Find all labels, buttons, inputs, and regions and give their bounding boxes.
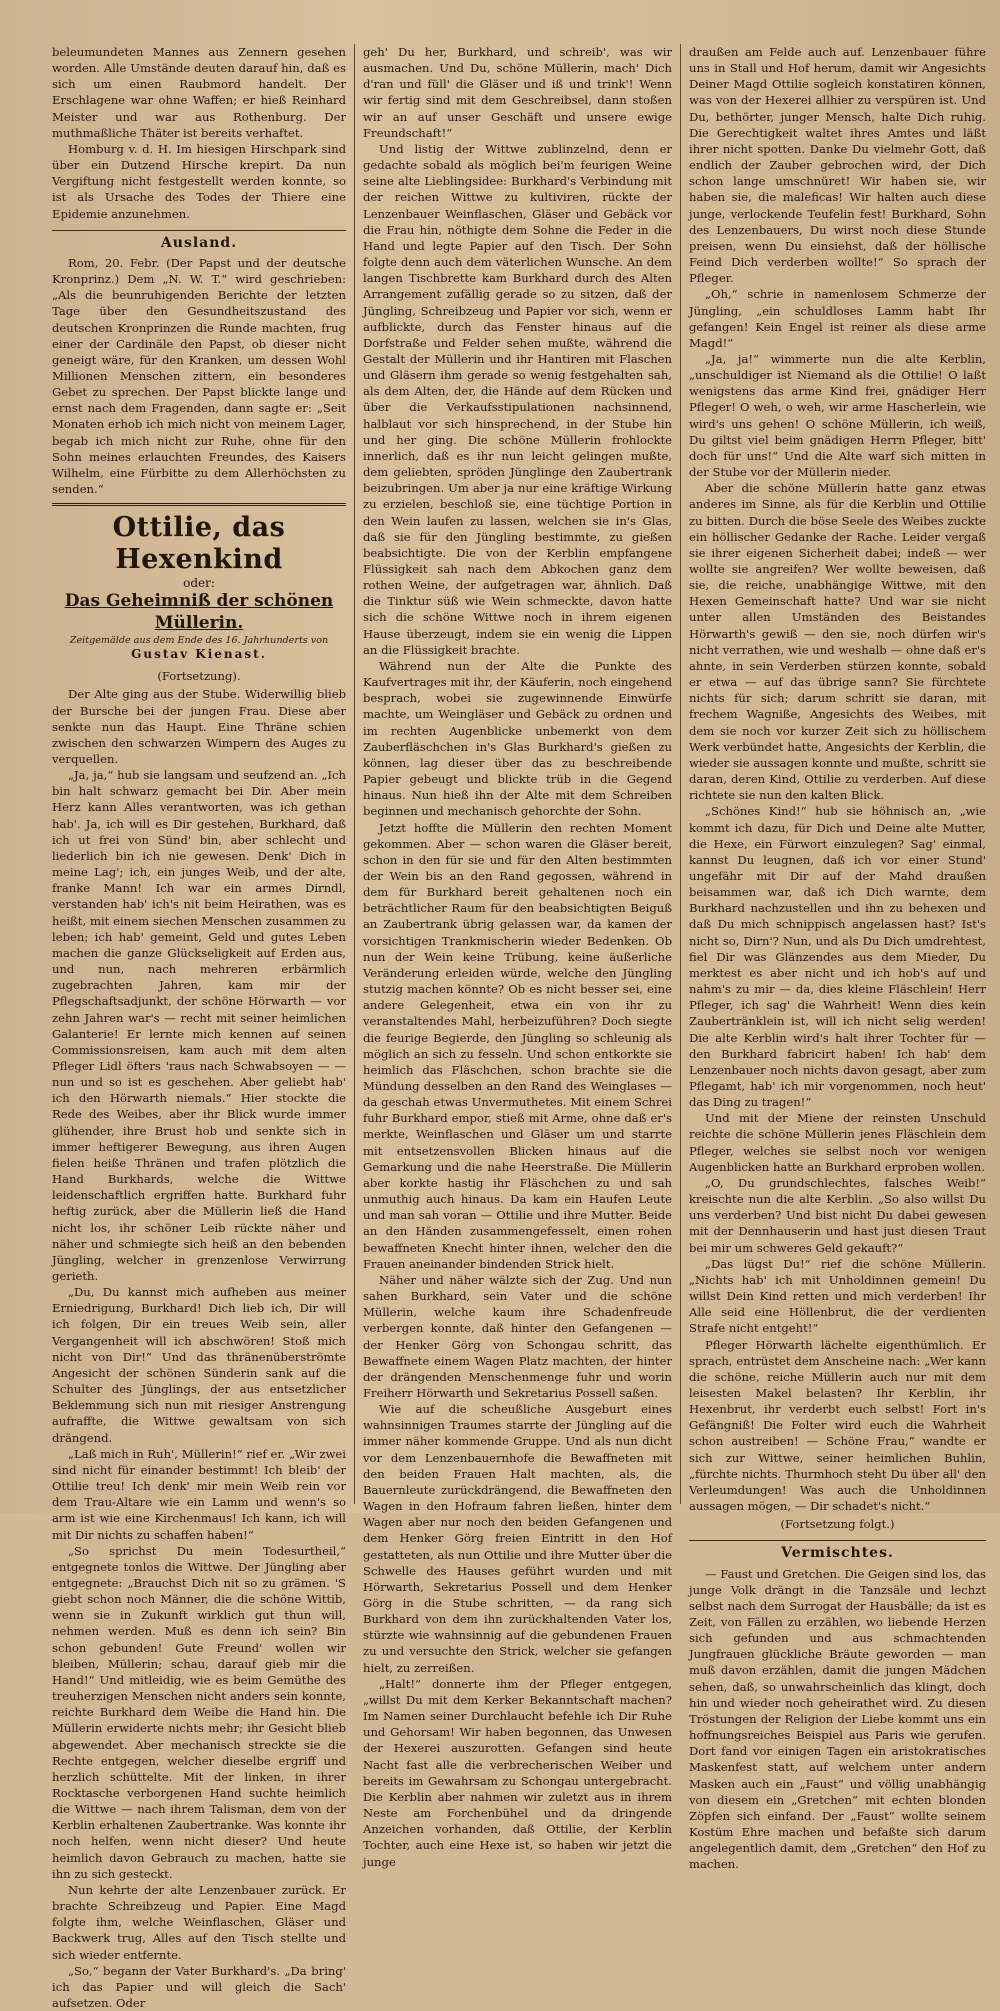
serial-author: Gustav Kienast. (131, 647, 267, 662)
paragraph: „Halt!“ donnerte ihm der Pfleger entgegen, „willst Du mit dem Kerker Bekanntschaft machen? Im Namen seiner Durchlaucht befehle ich Dir Ruhe und Gehorsam! Wir haben begonnen, das Unwesen der Hexerei auszurotten. Gefangen sind heute Nacht fast alle die verbrecherischen Weiber und bereits im Gewahrsam zu Schongau untergebracht. Die Kerblin aber nahmen wir zuletzt aus in ihrem Neste am Forchenbühel und da dringende Anzeichen vorhanden, daß Ottilie, der Kerblin Tochter, auch eine Hexe ist, so haben wir jetzt die junge (363, 1676, 672, 1869)
paragraph: Und mit der Miene der reinsten Unschuld reichte die schöne Müllerin jenes Fläschlein dem Pfleger, welches sie selbst noch vor wenigen Augenblicken hatte an Burkhard erproben wollen. (689, 1111, 986, 1174)
paragraph: „Das lügst Du!“ rief die schöne Müllerin. „Nichts hab' ich mit Unholdinnen gemein! Du willst Dein Kind retten und mich verderben! Ihr Alle seid eine Höllenbrut, die der verdienten Strafe nicht entgeht!“ (689, 1256, 986, 1336)
serial-header (52, 512, 346, 662)
column-right (680, 44, 986, 1872)
paragraph: Während nun der Alte die Punkte des Kaufvertrages mit ihr, der Käuferin, noch eingehend besprach, wobei sie zugewinnende Einwürfe machte, um Weingläser und Gebäck zu ordnen und im rechten Augenblicke unbemerkt von dem Zauberfläschchen in's Glas Burkhard's gießen zu können, lag dieser über das zu beschreibende Papier gebeugt und blickte trüb in die Gegend hinaus. Nun hieß ihn der Alte mit dem Schreiben beginnen und mechanisch gehorchte der Sohn. (363, 658, 672, 819)
paragraph: Wie auf die scheußliche Ausgeburt eines wahnsinnigen Traumes starrte der Jüngling auf die immer näher kommende Gruppe. Und als nun dicht vor dem Lenzenbauernhofe die Bewaffneten mit den beiden Frauen Halt machten, als, die Bauernleute zurückdrängend, die Bewaffneten den Wagen in den Hofraum fahren ließen, hinter dem Wagen aber nur noch den beiden Gefangenen und dem Henker Görg freien Eintritt in den Hof gestatteten, als nun Ottilie und ihre Mutter über die Schwelle des Hauses geführt wurden und mit Hörwarth, Sekretarius Possell und dem Henker Görg in die Stube schritten, — da rang sich Burkhard von dem ihn zurückhaltenden Vater los, stürzte wie wahnsinnig auf die gebundenen Frauen zu und versuchte den Strick, welcher sie gefangen hielt, zu zerreißen. (363, 1402, 672, 1675)
section-divider (52, 503, 346, 506)
news-item: Rom, 20. Febr. (Der Papst und der deutsche Kronprinz.) Dem „N. W. T.“ wird geschrieben: „Als die beunruhigenden Berichte der letzten Tage über den Gesundheitszustand des deutschen Kronprinzen die Runde machten, frug einer der Cardinäle den Papst, ob dieser nicht geneigt wäre, für den Kranken, um dessen Wohl Millionen Menschen zittern, ein besonderes Gebet zu sprechen. Der Papst blickte lange und ernst nach dem Fragenden, dann sagte er: „Seit Monaten erhob ich mich nicht von meinem Lager, begab ich mich nicht zur Ruhe, ohne für den Sohn meines erlauchten Freundes, des Kaisers Wilhelm, eine Fürbitte zu dem Allerhöchsten zu senden.“ (52, 255, 346, 497)
news-item: — Faust und Gretchen. Die Geigen sind los, das junge Volk drängt in die Tanzsäle und lechzt selbst nach dem Surrogat der Hausbälle; da ist es Zeit, von Fällen zu erzählen, wo liebende Herzen sich gefunden und aus schmachtenden Jungfrauen glückliche Bräute geworden — man muß davon erzählen, damit die jungen Mädchen sehen, daß, so unwahrscheinlich das klingt, doch hin und wieder noch geheirathet wird. Zu diesen Tröstungen der Religion der Liebe kommt uns ein hoffnungsreiches Beispiel aus Paris wie gerufen. Dort fand vor einigen Tagen ein aristokratisches Maskenfest statt, auf welchem unter andern Masken auch ein „Faust“ und völlig unabhängig von diesem ein „Gretchen“ mit echten blonden Zöpfen sich einfand. Der „Faust“ wollte seinem Kostüm Ehre machen und befaßte sich darum angelegentlich damit, dem „Gretchen“ den Hof zu machen. (689, 1566, 986, 1872)
news-item: Homburg v. d. H. Im hiesigen Hirschpark sind über ein Dutzend Hirsche krepirt. Da nun Vergiftung nicht festgestellt werden konnte, so ist als Ursache des Todes der Thiere eine Epidemie anzunehmen. (52, 141, 346, 221)
serial-note: Zeitgemälde aus dem Ende des 16. Jahrhunderts von (69, 635, 329, 647)
paragraph: draußen am Felde auch auf. Lenzenbauer führe uns in Stall und Hof herum, damit wir Angesichts Deiner Magd Ottilie sogleich konstatiren können, was von der Hexerei allhier zu verspüren ist. Und Du, bethörter, junger Mensch, halte Dich ruhig. Die Gerechtigkeit waltet ihres Amtes und läßt ihrer nicht spotten. Danke Du vielmehr Gott, daß endlich der Zauber gebrochen wird, der Dich schon lange umschnüret! Wir haben sie, wir haben sie, die maleficas! Wir halten auch diese junge, verlockende Teufelin fest! Burkhard, Sohn des Lenzenbauers, Du wirst noch diese Stunde preisen, wenn Du einsiehst, daß der höllische Feind Dich verderben wollte!“ So sprach der Pfleger. (689, 45, 986, 286)
paragraph: „Laß mich in Ruh', Müllerin!“ rief er. „Wir zwei sind nicht für einander bestimmt! Ich bleib' der Ottilie treu! Ich denk' mir mein Weib rein vor dem Trau-Altare wie ein Lamm und wenn's so arm ist wie eine Kirchenmaus! Ich kann, ich will mit Dir nichts zu schaffen haben!“ (52, 1446, 346, 1542)
paragraph: Nun kehrte der alte Lenzenbauer zurück. Er brachte Schreibzeug und Papier. Eine Magd folgte ihm, welche Weinflaschen, Gläser und Backwerk trug, Alles auf den Tisch stellte und sich wieder entfernte. (52, 1882, 346, 1962)
paragraph: Näher und näher wälzte sich der Zug. Und nun sahen Burkhard, sein Vater und die schöne Müllerin, welche kaum ihre Schadenfreude verbergen konnte, daß hinter den Gefangenen — der Henker Görg von Schongau schritt, das Bewaffnete einem Wagen Platz machten, der hinter der drängenden Menschenmenge fuhr und worin Freiherr Hörwarth und Sekretarius Possell saßen. (363, 1272, 672, 1400)
section-heading-vermischtes: Vermischtes. (781, 1545, 894, 1562)
paragraph: Pfleger Hörwarth lächelte eigenthümlich. Er sprach, entrüstet dem Anscheine nach: „Wer kann die schöne, reiche Müllerin auch nur mit dem leisesten Makel belasten? Ihr Kerblin, ihr Hexenbrut, ihr verderbt euch selbst! Fort in's Gefängniß! Die Folter wird euch die Wahrheit schon austreiben! — Schöne Frau,“ wandte er sich zur Wittwe, seiner heimlichen Buhlin, „fürchte nichts. Thurmhoch steht Du über all' den Verleumdungen! Was auch die Unholdinnen aussagen mögen, — Dir schadet's nicht.“ (689, 1337, 986, 1514)
serial-continuation: (Fortsetzung). (157, 669, 241, 684)
serial-oder: oder: (183, 576, 215, 591)
paragraph: „Ja, ja,“ hub sie langsam und seufzend an. „Ich bin halt schwarz gemacht bei Dir. Aber mein Herz kann Alles verantworten, was ich gethan hab'. Ja, ich will es Dir gestehen, Burkhard, daß ich ut frei von Sünd' bin, aber schlecht und liederlich bin ich nie gewesen. Denk' Dich in meine Lag'; ich, ein junges Weib, und der alte, franke Mann! Ich war ein armes Dirndl, verstanden hab' ich's nit beim Heirathen, was es heißt, mit einem siechen Menschen zusammen zu leben; ich hab' gemeint, Geld und gutes Leben machen die ganze Glückseligkeit auf Erden aus, und nun, nach mehreren erbärmlich zugebrachten Jahren, kam mir der Pflegschaftsadjunkt, der schöne Hörwarth — vor zehn Jahren war's — recht mit seiner heimlichen Galanterie! Er lernte mich kennen auf seinen Commissionsreisen, kam auch mit dem alten Pfleger Lidl öfters 'raus nach Schwabsoyen — — nun und so ist es geschehen. Aber geliebt hab' ich den Hörwarth niemals.“ Hier stockte die Rede des Weibes, aber ihr Blick wurde immer glühender, ihre Brust hob und senkte sich in immer heftigerer Bewegung, aus ihren Augen fielen heiße Thränen und trafen plötzlich die Hand Burkhards, welche die Wittwe leidenschaftlich ergriffen hatte. Burkhard fuhr heftig zurück, aber die Müllerin ließ die Hand nicht los, ihr schöner Leib rückte näher und näher und schmiegte sich heiß an den bebenden Jüngling, welcher in grenzenlose Verwirrung gerieth. (52, 768, 346, 1283)
news-item: beleumundeten Mannes aus Zennern gesehen worden. Alle Umstände deuten darauf hin, daß es sich um einen Raubmord handelt. Der Erschlagene war ohne Waffen; er hieß Reinhard Meister und war aus Rothenburg. Der muthmaßliche Thäter ist bereits verhaftet. (52, 45, 346, 140)
paragraph: „Ja, ja!“ wimmerte nun die alte Kerblin, „unschuldiger ist Niemand als die Ottilie! O laßt wenigstens das arme Kind frei, gnädiger Herr Pfleger! O weh, o weh, wir arme Hascherlein, wie wird's uns gehen! O schöne Müllerin, ich weiß, Du giltst viel beim gnädigen Herrn Pfleger, bitt' doch für uns!“ Und die Alte warf sich mitten in der Stube vor der Müllerin nieder. (689, 351, 986, 480)
column-middle (354, 44, 680, 1869)
paragraph: Der Alte ging aus der Stube. Widerwillig blieb der Bursche bei der jungen Frau. Diese aber senkte nun das Haupt. Eine Thräne schien zwischen den schwarzen Wimpern des Auges zu verquellen. (52, 687, 346, 766)
paragraph: „Schönes Kind!“ hub sie höhnisch an, „wie kommt ich dazu, für Dich und Deine alte Mutter, die Hexe, ein Fürwort einzulegen? Sag' einmal, kannst Du leugnen, daß ich vor einer Stund' ungefähr mit Dir auf der Mahd draußen beisammen war, daß ich Dich warnte, dem Burkhard nachzustellen und ihn zu behexen und daß Du mich schnippisch angelassen hast? Ist's nicht so, Dirn'? Nun, und als Du Dich umdrehtest, fiel Dir was Glänzendes aus dem Mieder, Du merktest es aber nicht und ich hob's auf und nahm's zu mir — da, dies kleine Fläschlein! Herr Pfleger, ich sag' die Wahrheit! Wenn dies kein Zaubertränklein ist, will ich nicht selig werden! Die alte Kerblin wird's halt ihrer Tochter für — den Burkhard fabricirt haben! Ich hab' dem Lenzenbauer noch nichts davon gesagt, aber zum Pflegamt, hab' ich mir vorgenommen, noch heut' das Ding zu tragen!“ (689, 804, 986, 1110)
paragraph: „So,“ begann der Vater Burkhard's. „Da bring' ich das Papier und will gleich die Sach' aufsetzen. Oder (52, 1963, 346, 2011)
paragraph: Jetzt hoffte die Müllerin den rechten Moment gekommen. Aber — schon waren die Gläser bereit, schon in den für sie und für den Alten bestimmten der Wein bis an den Rand gegossen, während in dem für Burkhard bereit gehaltenen noch ein beträchtlicher Raum für den beabsichtigten Beiguß an Zaubertrank übrig gelassen war, da kamen der vorsichtigen Trankmischerin wieder Bedenken. Ob nun der Wein keine Trübung, keine äußerliche Veränderung erleiden würde, welche den Jüngling stutzig machen könnte? Ob es nicht besser sei, eine andere Gelegenheit, etwa ein von ihr zu veranstaltendes Mahl, herbeizuführen? Doch siegte die feurige Begierde, den Jüngling so schleunig als möglich an sich zu fesseln. Und schon entkorkte sie heimlich das Fläschchen, schon brachte sie die Mündung desselben an den Rand des Weinglases — da geschah etwas Unvermuthetes. Mit einem Schrei fuhr Burkhard empor, stieß mit Arme, ohne daß er's merkte, Weinflaschen und Gläser um und starrte mit entsetzensvollen Blicken hinaus auf die Gemarkung und die nahe Heerstraße. Die Müllerin aber korkte hastig ihr Fläschchen zu und sah unmuthig auch hinaus. Da kam ein Haufen Leute und man sah voran — Ottilie und ihre Mutter. Beide an den Händen zusammengefesselt, einen rohen bewaffneten Knecht hinter ihnen, welcher den die Frauen aneinander bindenden Strick hielt. (363, 820, 672, 1271)
section-divider (689, 1540, 986, 1541)
serial-to-be-continued: (Fortsetzung folgt.) (780, 1517, 895, 1532)
paragraph: geh' Du her, Burkhard, und schreib', was wir ausmachen. Und Du, schöne Müllerin, mach' Dich d'ran und füll' die Gläser und iß und trink'! Wenn wir fertig sind mit dem Geschreibsel, dann stoßen wir an auf unser Geschäft und unsere ewige Freundschaft!“ (363, 45, 672, 140)
paragraph: „Du, Du kannst mich aufheben aus meiner Erniedrigung, Burkhard! Dich lieb ich, Dir will ich folgen, Dir ein treues Weib sein, aller Vergangenheit will ich abschwören! Stoß mich nicht von Dir!“ Und das thränenüberströmte Angesicht der schönen Sünderin sank auf die Schulter des Jünglings, der aus entsetzlicher Beklemmung sich nun mit riesiger Anstrengung aufraffte, die Wittwe gewaltsam von sich drängend. (52, 1285, 346, 1445)
paragraph: „So sprichst Du mein Todesurtheil,“ entgegnete tonlos die Wittwe. Der Jüngling aber entgegnete: „Brauchst Dich nit so zu grämen. 'S giebt schon noch Männer, die die schöne Wittib, wenn sie in Zukunft wirklich gut thun will, nehmen werden. Muß es denn ich sein? Bin schon gebunden! Gute Freund' wollen wir bleiben, Müllerin; schau, darauf gieb mir die Hand!“ Und mitleidig, wie es beim Gemüthe des treuherzigen Menschen nicht anders sein konnte, reichte Burkhard dem Weibe die Hand hin. Die Müllerin erwiderte nichts mehr; ihr Gesicht blieb abgewendet. Aber mechanisch streckte sie die Rechte entgegen, welcher dieselbe ergriff und herzlich schüttelte. Mit der linken, in ihrer Rocktasche verborgenen Hand suchte heimlich die Wittwe — nach ihrem Talisman, dem von der Kerblin erhaltenen Zaubertranke. Was konnte ihr noch helfen, wenn nicht dieser? Und heute heimlich davon Gebrauch zu machen, hatte sie ihn zu sich gesteckt. (52, 1543, 346, 1881)
column-left (52, 44, 354, 2011)
section-divider (52, 230, 346, 231)
section-heading-ausland: Ausland. (160, 234, 238, 251)
paragraph: „Oh,“ schrie in namenlosem Schmerze der Jüngling, „ein schuldloses Lamm habt Ihr gefangen! Kein Engel ist reiner als diese arme Magd!“ (689, 287, 986, 350)
serial-subtitle: Das Geheimniß der schönen Müllerin. (64, 591, 334, 634)
paragraph: Aber die schöne Müllerin hatte ganz etwas anderes im Sinne, als für die Kerblin und Ottilie zu bitten. Durch die böse Seele des Weibes zuckte ein höllischer Gedanke der Rache. Leider vergaß sie ihrer eigenen Sicherheit dabei; indeß — wer wollte sie angreifen? Wer wollte beweisen, daß sie, die reiche, unabhängige Wittwe, mit den Hexen Gemeinschaft hatte? Und war sie nicht unter allen Umständen des Beistandes Hörwarth's gewiß — den sie, noch dürfen wir's nicht verrathen, wie und weshalb — ohne daß er's ahnte, in sein Verderben stürzen konnte, sobald er etwa — auf das übrige sann? Sie fürchtete nichts für sich; darum schritt sie daran, mit frechem Wagniße, Angesichts des Weibes, mit dem sie noch vor kurzer Zeit sich zu höllischem Werk verbündet hatte, Angesichts der Kerblin, die wieder sie aussagen konnte und mußte, schritt sie daran, deren Kind, Ottilie zu verderben. Auf diese richtete sie nun den kalten Blick. (689, 481, 986, 803)
paragraph: Und listig der Wittwe zublinzelnd, denn er gedachte sobald als möglich bei'm feurigen Weine seine alte Lieblingsidee: Burkhard's Verbindung mit der reichen Wittwe zu kultiviren, rückte der Lenzenbauer Weinflaschen, Gläser und Gebäck vor die Frau hin, nöthigte dem Sohne die Feder in die Hand und legte Papier auf den Tisch. Der Sohn folgte denn auch dem väterlichen Wunsche. An dem langen Tischbrette kam Burkhard durch des Alten Arrangement zufällig gerade so zu sitzen, daß der Jüngling, Schreibzeug und Papier vor sich, wenn er aufblickte, durch das Fenster hinaus auf die Dorfstraße und Felder sehen mußte, während die Gestalt der Müllerin und ihr Hantiren mit Flaschen und Gläsern ihm gerade so wenig festgehalten sah, als dem Alten, der, die Hände auf dem Rücken und über die Verkaufsstipulationen nachsinnend, halblaut vor sich hinsprechend, in der Stube hin und her ging. Die schöne Müllerin frohlockte innerlich, daß es ihr nun leicht gelingen mußte, dem geliebten, spröden Jünglinge den Zaubertrank beizubringen. Um aber ja nur eine kräftige Wirkung zu erzielen, beschloß sie, eine tüchtige Portion in den Wein laufen zu lassen, welchen sie in's Glas, daß sie für den Jüngling bestimmte, zu gießen beabsichtigte. Die von der Kerblin empfangene Flüssigkeit sah nach dem Abkochen ganz dem rothen Weine, der aufgetragen war, ähnlich. Daß die Tinktur süß wie Wein schmeckte, davon hatte sich die schöne Wittwe noch in ihrem eigenen Hause überzeugt, indem sie ein wenig die Lippen an die Flüssigkeit brachte. (363, 141, 672, 657)
paragraph: „O, Du grundschlechtes, falsches Weib!“ kreischte nun die alte Kerblin. „So also willst Du uns verderben? Und bist nicht Du dabei gewesen mit der Dennhauserin und hast just diesen Traut bei mir um schweres Geld gekauft?“ (689, 1175, 986, 1255)
serial-title: Ottilie, das Hexenkind (112, 512, 286, 576)
